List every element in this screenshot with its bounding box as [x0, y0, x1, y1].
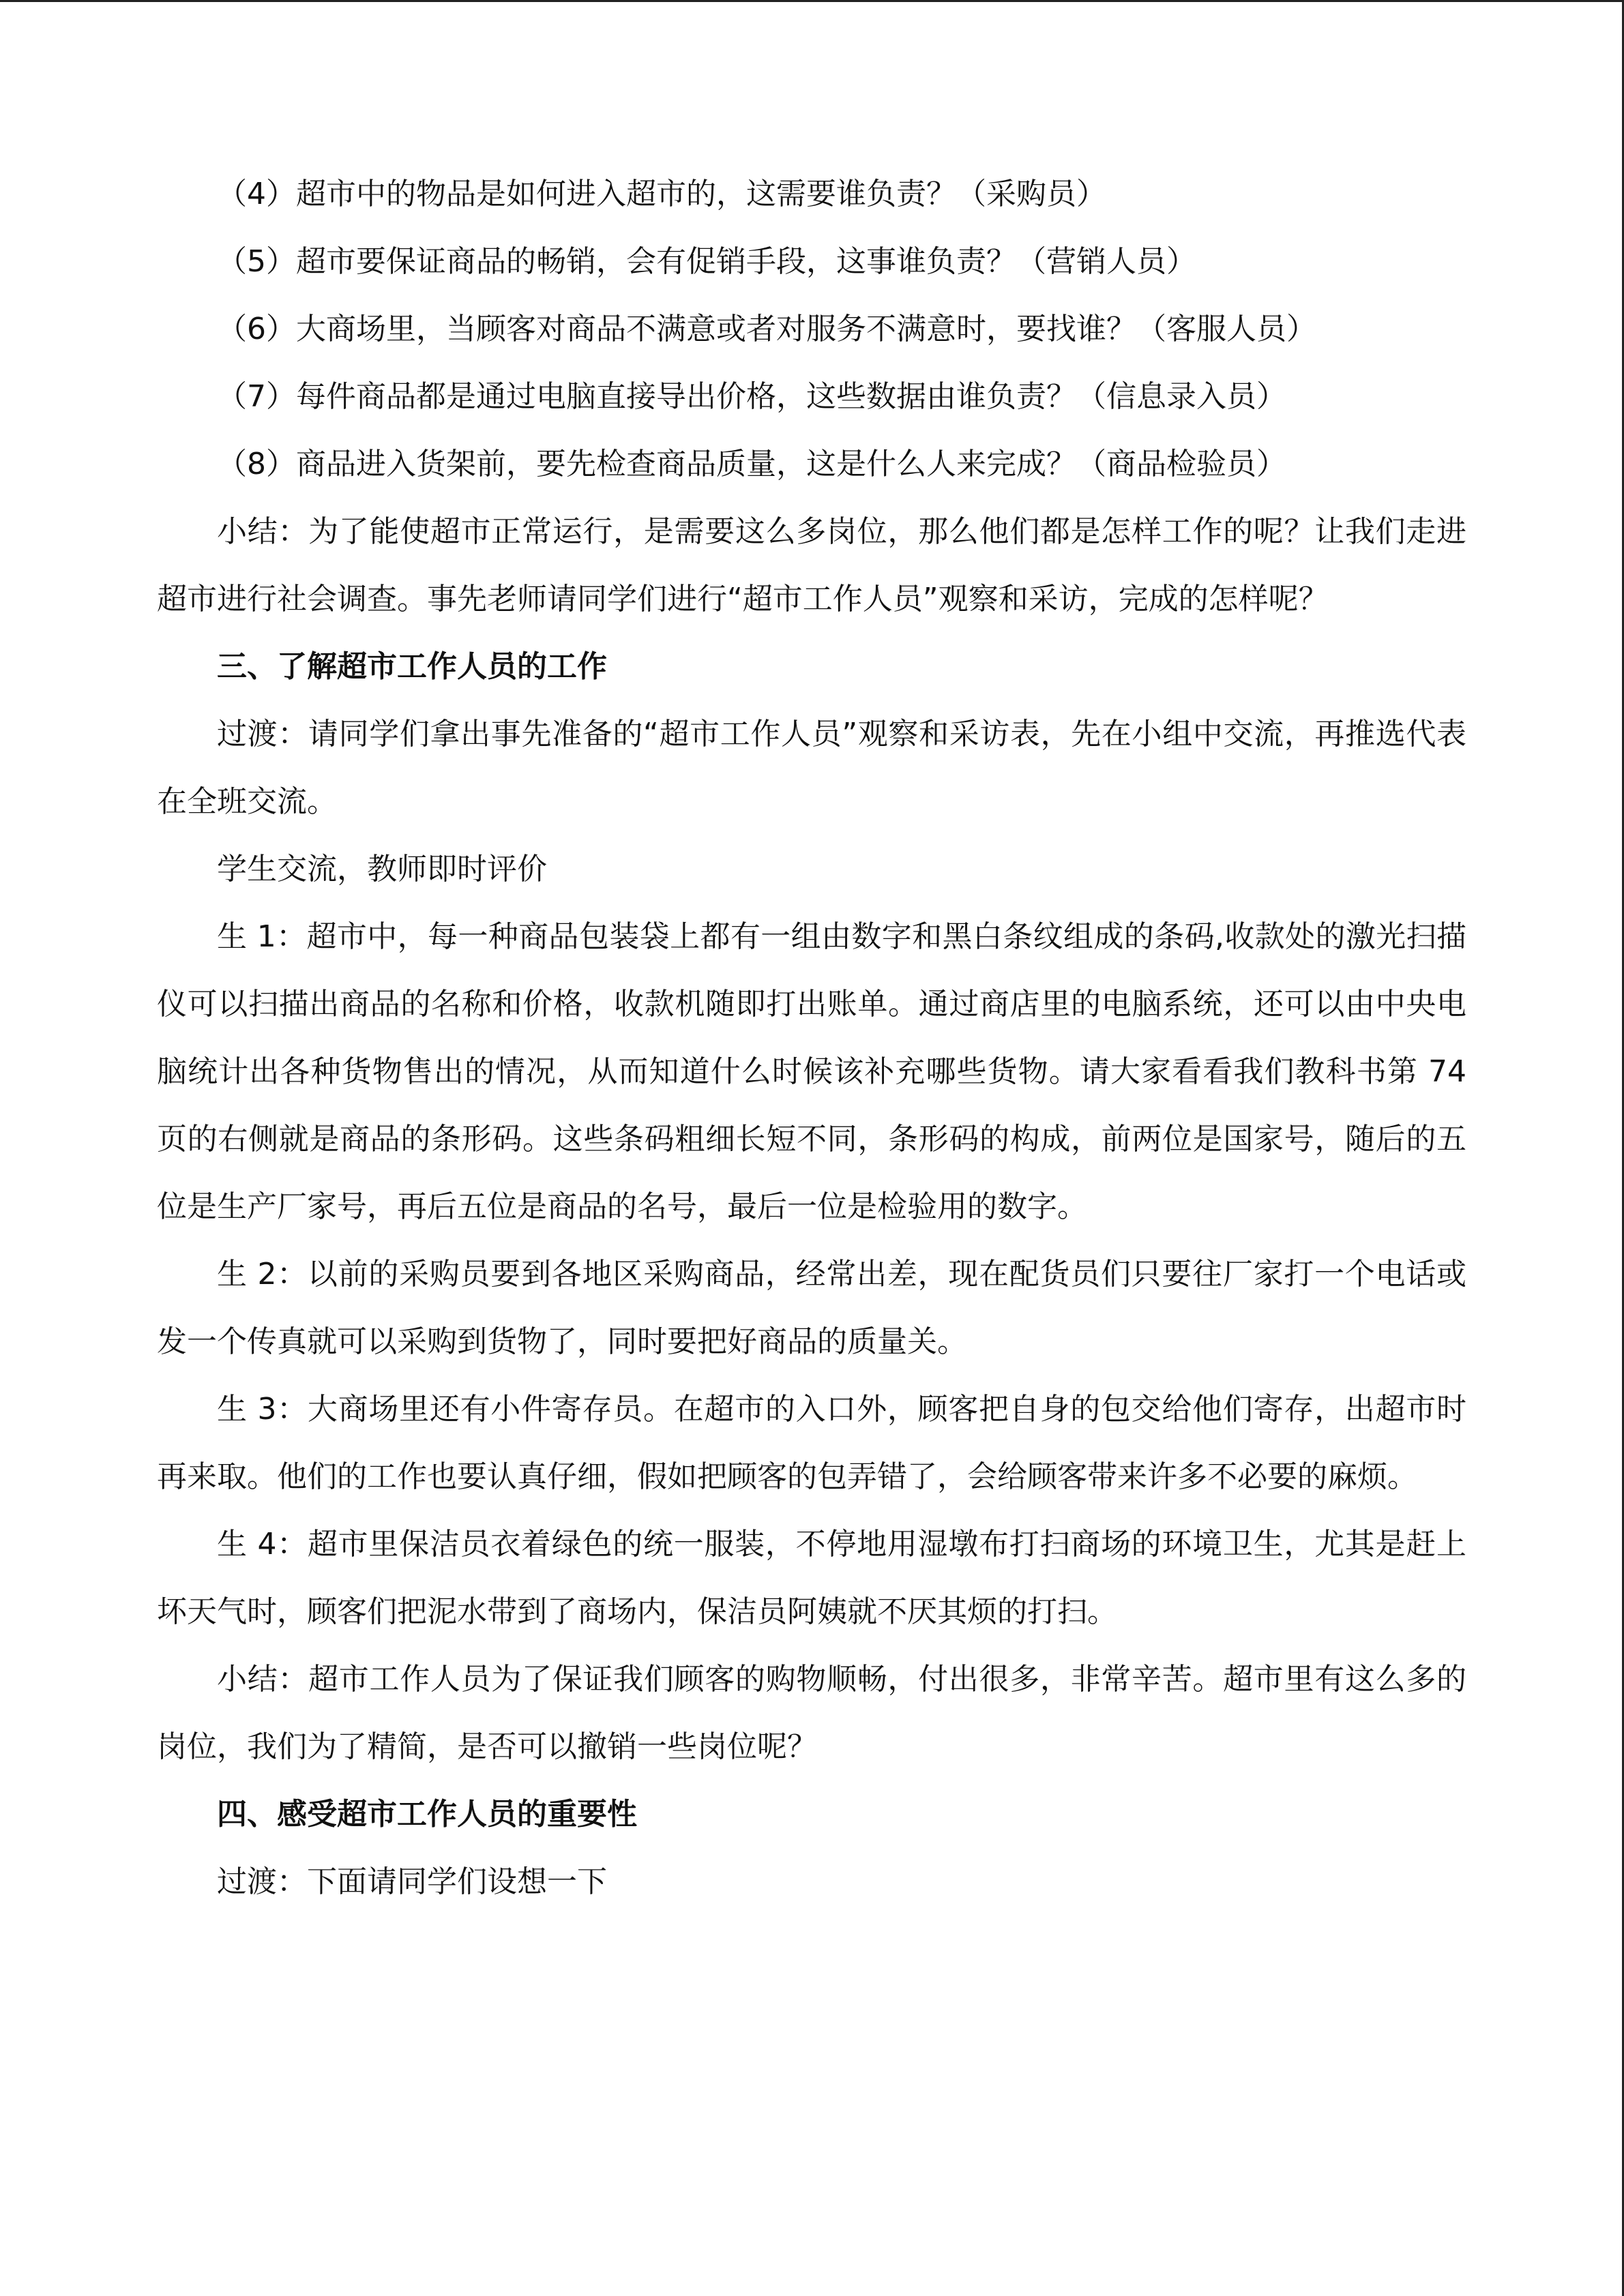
- paragraph: （5）超市要保证商品的畅销，会有促销手段，这事谁负责？（营销人员）: [217, 244, 1196, 279]
- section-heading: 三、了解超市工作人员的工作: [217, 649, 607, 684]
- paragraph: 过渡：请同学们拿出事先准备的“超市工作人员”观察和采访表，先在小组中交流，再推选代表在全班交流。: [157, 717, 1466, 819]
- section-heading: 四、感受超市工作人员的重要性: [217, 1797, 637, 1832]
- paragraph: （7）每件商品都是通过电脑直接导出价格，这些数据由谁负责？（信息录入员）: [217, 379, 1286, 414]
- paragraph: 过渡：下面请同学们设想一下: [217, 1864, 607, 1899]
- paragraph: （4）超市中的物品是如何进入超市的，这需要谁负责？（采购员）: [217, 177, 1106, 211]
- paragraph: 生 3：大商场里还有小件寄存员。在超市的入口外，顾客把自身的包交给他们寄存，出超市时再来取。他们的工作也要认真仔细，假如把顾客的包弄错了，会给顾客带来许多不必要的麻烦。: [157, 1392, 1466, 1494]
- document-body: [157, 160, 1466, 1915]
- paragraph: 生 4：超市里保洁员衣着绿色的统一服装，不停地用湿墩布打扫商场的环境卫生，尤其是赶上坏天气时，顾客们把泥水带到了商场内，保洁员阿姨就不厌其烦的打扫。: [157, 1527, 1466, 1629]
- paragraph: 小结：为了能使超市正常运行，是需要这么多岗位，那么他们都是怎样工作的呢？让我们走进超市进行社会调查。事先老师请同学们进行“超市工作人员”观察和采访，完成的怎样呢？: [157, 514, 1466, 616]
- paragraph: （6）大商场里，当顾客对商品不满意或者对服务不满意时，要找谁？（客服人员）: [217, 312, 1316, 346]
- paragraph: 学生交流，教师即时评价: [217, 852, 547, 886]
- paragraph: 小结：超市工作人员为了保证我们顾客的购物顺畅，付出很多，非常辛苦。超市里有这么多的岗位，我们为了精简，是否可以撤销一些岗位呢？: [157, 1662, 1466, 1764]
- paragraph: 生 1：超市中，每一种商品包装袋上都有一组由数字和黑白条纹组成的条码,收款处的激光扫描仪可以扫描出商品的名称和价格，收款机随即打出账单。通过商店里的电脑系统，还可以由中央电脑统计出各种货物售出的情况，从而知道什么时候该补充哪些货物。请大家看看我们教科书第 74 页的右侧就是商品的条形码。这些条码粗细长短不同，条形码的构成，前两位是国家号，随后的五位是生产厂家号，再后五位是商品的名号，最后一位是检验用的数字。: [157, 919, 1466, 1224]
- paragraph: （8）商品进入货架前，要先检查商品质量，这是什么人来完成？（商品检验员）: [217, 447, 1286, 481]
- paragraph: 生 2：以前的采购员要到各地区采购商品，经常出差，现在配货员们只要往厂家打一个电话或发一个传真就可以采购到货物了，同时要把好商品的质量关。: [157, 1257, 1466, 1359]
